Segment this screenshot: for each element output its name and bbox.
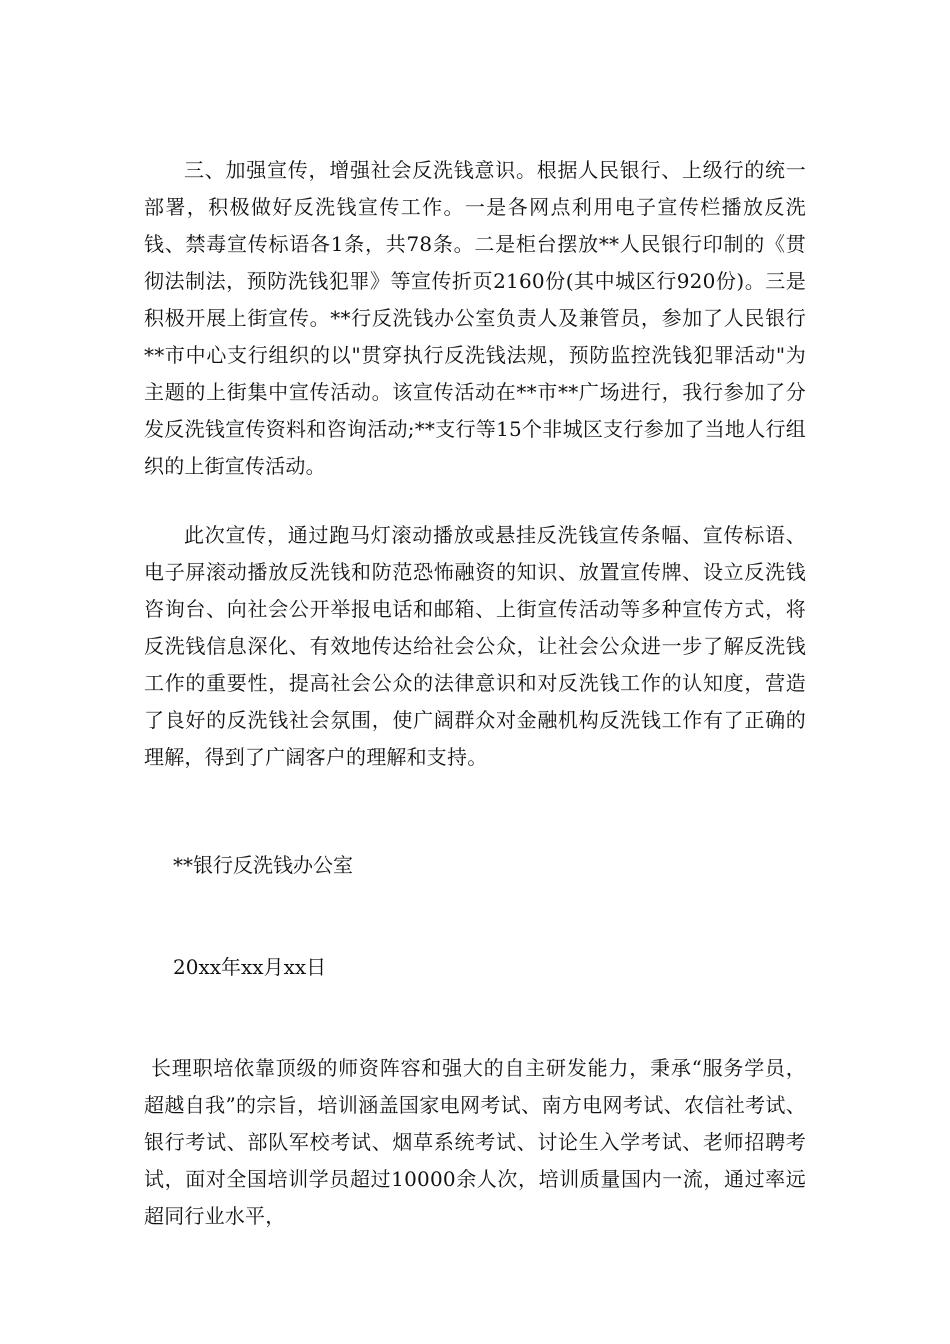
signature-line: **银行反洗钱办公室: [173, 853, 353, 877]
footer-paragraph: 长理职培依靠顶级的师资阵容和强大的自主研发能力，秉承“服务学员，超越自我”的宗旨，培训涵盖国家电网考试、南方电网考试、农信社考试、银行考试、部队军校考试、烟草系统考试、讨论生入学考试、老师招聘考试，面对全国培训学员超过10000余人次，培训质量国内一流，通过率远超同行业水平，: [144, 1056, 806, 1228]
body-paragraph-summary: 此次宣传，通过跑马灯滚动播放或悬挂反洗钱宣传条幅、宣传标语、电子屏滚动播放反洗钱和防范恐怖融资的知识、放置宣传牌、设立反洗钱咨询台、向社会公开举报电话和邮箱、上街宣传活动等多种宣传方式，将反洗钱信息深化、有效地传达给社会公众，让社会公众进一步了解反洗钱工作的重要性，提高社会公众的法律意识和对反洗钱工作的认知度，营造了良好的反洗钱社会氛围，使广阔群众对金融机构反洗钱工作有了正确的理解，得到了广阔客户的理解和支持。: [144, 523, 806, 769]
body-paragraph-publicity: 三、加强宣传，增强社会反洗钱意识。根据人民银行、上级行的统一部署，积极做好反洗钱宣传工作。一是各网点利用电子宣传栏播放反洗钱、禁毒宣传标语各1条，共78条。二是柜台摆放**人民银行印制的《贯彻法制法，预防洗钱犯罪》等宣传折页2160份(其中城区行920份)。三是积极开展上街宣传。**行反洗钱办公室负责人及兼管员，参加了人民银行**市中心支行组织的以"贯穿执行反洗钱法规，预防监控洗钱犯罪活动"为主题的上街集中宣传活动。该宣传活动在**市**广场进行，我行参加了分发反洗钱宣传资料和咨询活动;**支行等15个非城区支行参加了当地人行组织的上街宣传活动。: [144, 158, 806, 478]
date-line: 20xx年xx月xx日: [173, 955, 327, 979]
